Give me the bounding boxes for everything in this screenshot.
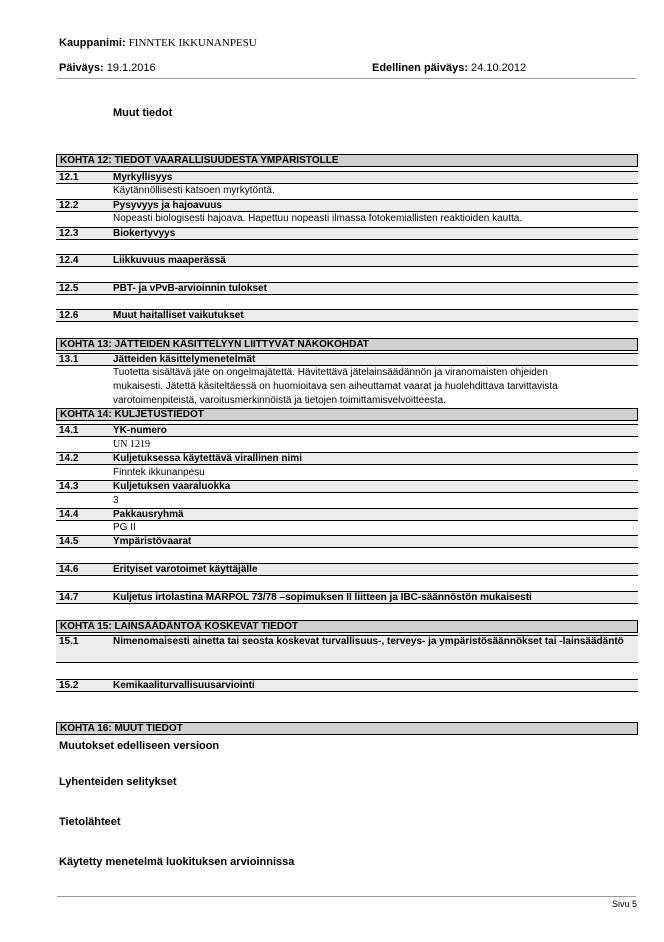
subsection-title: Myrkyllisyys — [113, 172, 173, 183]
subsection-number: 14.3 — [59, 481, 79, 492]
subsection-title: YK-numero — [113, 425, 167, 436]
subsection-number: 14.5 — [59, 536, 79, 547]
company-label: Kauppanimi: — [59, 37, 126, 49]
subsection-14-5 — [56, 535, 638, 548]
subsection-title: Kuljetuksen vaaraluokka — [113, 481, 231, 492]
subsection-number: 15.1 — [59, 636, 79, 647]
subsection-title: Kuljetuksessa käytettävä virallinen nimi — [113, 453, 302, 464]
date-label: Päiväys: — [59, 62, 104, 74]
subsection-number: 12.2 — [59, 200, 79, 211]
subsection-title: Pakkausryhmä — [113, 509, 184, 520]
subsection-12-3 — [56, 227, 638, 240]
subsection-number: 12.3 — [59, 228, 79, 239]
subsection-12-1 — [56, 171, 638, 184]
section-15-header: KOHTA 15: LAINSÄÄDÄNTÖÄ KOSKEVAT TIEDOT — [56, 620, 638, 633]
sources-label: Tietolähteet — [59, 816, 121, 828]
subsection-number: 12.4 — [59, 255, 79, 266]
subsection-number: 14.1 — [59, 425, 79, 436]
subsection-text-line: Tuotetta sisältävä jäte on ongelmajätettä. Hävitettävä jätelainsäädännön ja viranomaisten ohjeiden — [113, 367, 548, 378]
date-value: 19.1.2016 — [106, 62, 156, 74]
subsection-text-line: mukaisesti. Jätettä käsiteltäessä on huomioitava sen aiheuttamat vaarat ja huolehdittava tarvittavista — [113, 381, 558, 392]
subsection-14-1 — [56, 424, 638, 437]
subsection-text: Finntek ikkunanpesu — [113, 467, 205, 478]
section-13-header: KOHTA 13: JÄTTEIDEN KÄSITTELYYN LIITTYVÄT NÄKÖKOHDAT — [56, 338, 638, 351]
subsection-title: Erityiset varotoimet käyttäjälle — [113, 564, 258, 575]
classification-method-label: Käytetty menetelmä luokituksen arvioinnissa — [59, 856, 295, 868]
subsection-title: Biokertyvyys — [113, 228, 176, 239]
subsection-14-6 — [56, 563, 638, 576]
subsection-15-2 — [56, 679, 638, 692]
subsection-title: Ympäristövaarat — [113, 536, 192, 547]
subsection-number: 12.5 — [59, 283, 79, 294]
subsection-title: Muut haitalliset vaikutukset — [113, 310, 244, 321]
subsection-number: 15.2 — [59, 680, 79, 691]
subsection-text: PG II — [113, 522, 136, 533]
subsection-title: Jätteiden käsittelymenetelmät — [113, 354, 256, 365]
other-info-label: Muut tiedot — [113, 107, 173, 119]
subsection-14-4 — [56, 508, 638, 521]
subsection-number: 13.1 — [59, 354, 79, 365]
subsection-14-2 — [56, 452, 638, 465]
subsection-title: Nimenomaisesti ainetta tai seosta koskevat turvallisuus-, terveys- ja ympäristösäännökset tai -lainsäädäntö — [113, 636, 624, 647]
subsection-title: Liikkuvuus maaperässä — [113, 255, 226, 266]
subsection-12-5 — [56, 282, 638, 295]
section-14-header: KOHTA 14: KULJETUSTIEDOT — [56, 408, 638, 421]
prev-date-label: Edellinen päiväys: — [372, 62, 468, 74]
subsection-text: UN 1219 — [113, 439, 150, 450]
subsection-15-1 — [56, 635, 638, 663]
section-12-header: KOHTA 12: TIEDOT VAARALLISUUDESTA YMPÄRISTÖLLE — [56, 154, 638, 167]
subsection-text-line: varotoimenpiteistä, varoitusmerkinnöistä ja tietojen toimittamisvelvoitteesta. — [113, 395, 446, 406]
header-divider — [57, 78, 636, 79]
subsection-number: 14.2 — [59, 453, 79, 464]
subsection-14-7 — [56, 591, 638, 604]
date-line — [59, 62, 156, 74]
footer-divider — [57, 896, 636, 897]
subsection-number: 12.6 — [59, 310, 79, 321]
subsection-text: 3 — [113, 495, 119, 506]
subsection-12-4 — [56, 254, 638, 267]
section-16-header: KOHTA 16: MUUT TIEDOT — [56, 722, 638, 735]
subsection-number: 14.4 — [59, 509, 79, 520]
company-line — [59, 37, 257, 49]
subsection-title: Kemikaaliturvallisuusarviointi — [113, 680, 255, 691]
subsection-title: PBT- ja vPvB-arvioinnin tulokset — [113, 283, 267, 294]
company-name: FINNTEK IKKUNANPESU — [128, 37, 257, 49]
subsection-text: Käytännöllisesti katsoen myrkytöntä. — [113, 185, 275, 196]
subsection-number: 14.7 — [59, 592, 79, 603]
abbreviations-label: Lyhenteiden selitykset — [59, 776, 177, 788]
subsection-12-6 — [56, 309, 638, 322]
subsection-text: Nopeasti biologisesti hajoava. Hapettuu nopeasti ilmassa fotokemiallisten reaktioiden kautta. — [113, 213, 523, 224]
prev-date-value: 24.10.2012 — [471, 62, 527, 74]
subsection-12-2 — [56, 199, 638, 212]
page-number: Sivu 5 — [612, 899, 638, 909]
subsection-title: Pysyvyys ja hajoavuus — [113, 200, 222, 211]
subsection-number: 14.6 — [59, 564, 79, 575]
subsection-14-3 — [56, 480, 638, 493]
prev-date-line — [372, 62, 526, 74]
subsection-title: Kuljetus irtolastina MARPOL 73/78 –sopimuksen II liitteen ja IBC-säännöstön mukaisesti — [113, 592, 532, 603]
subsection-13-1 — [56, 353, 638, 366]
changes-label: Muutokset edelliseen versioon — [59, 740, 220, 752]
subsection-number: 12.1 — [59, 172, 79, 183]
